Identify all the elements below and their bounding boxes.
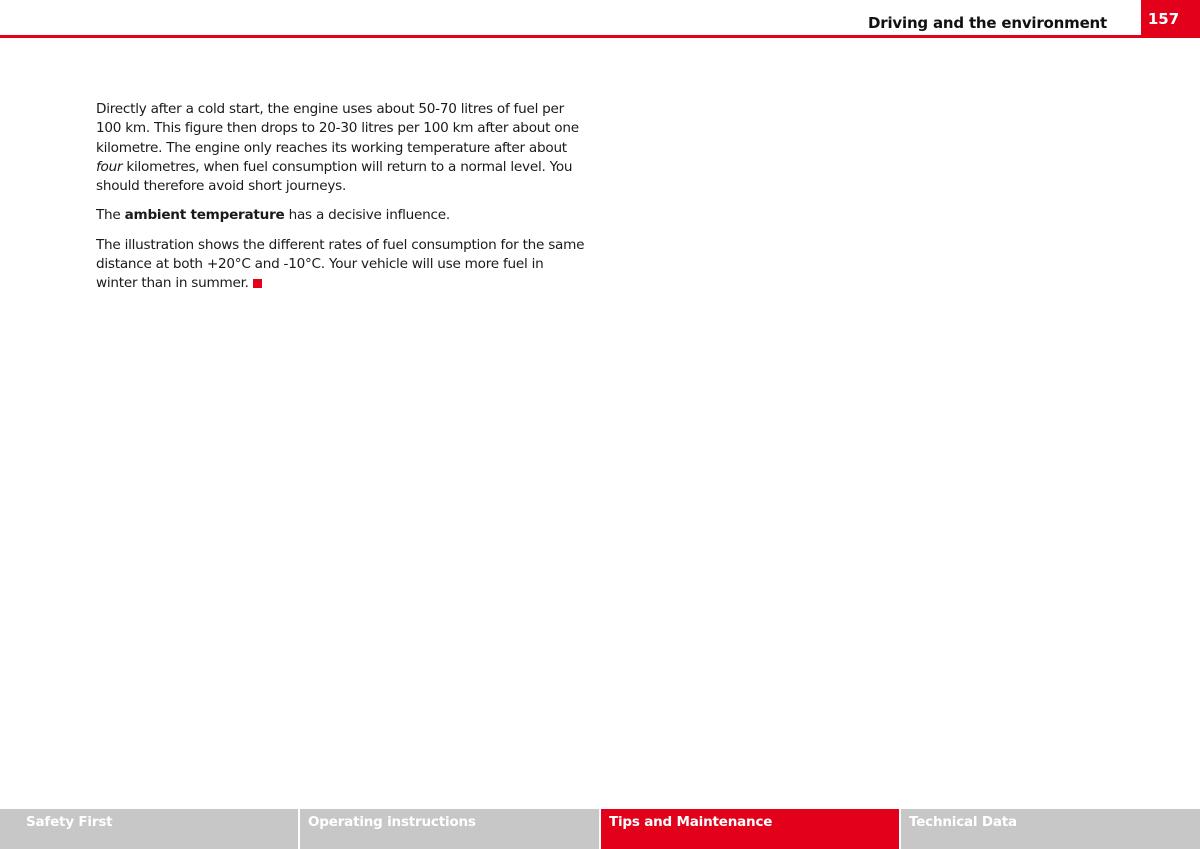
end-of-section-marker	[253, 279, 262, 288]
section-title: Driving and the environment	[868, 14, 1107, 32]
page-number-badge	[1141, 0, 1200, 38]
header-divider	[0, 35, 1141, 38]
paragraph-illustration-text: The illustration shows the different rates of fuel consumption for the same distance at both +20°C and -10°C. Your vehicle will use more fuel in winter than in summer.	[96, 236, 585, 292]
bold-ambient-temperature: ambient temperature	[124, 207, 285, 224]
paragraph-cold-start	[96, 100, 586, 196]
footer-navigation	[0, 809, 1200, 849]
paragraph-illustration	[96, 236, 586, 294]
paragraph-ambient-temperature	[96, 206, 586, 225]
tab-operating-instructions[interactable]: Operating instructions	[300, 809, 599, 849]
body-text	[96, 100, 586, 304]
tab-safety-first[interactable]: Safety First	[0, 809, 298, 849]
paragraph-cold-start-text-b: kilometres, when fuel consumption will return to a normal level. You should therefore avoid short journeys.	[96, 158, 573, 195]
page-number: 157	[1147, 10, 1180, 28]
paragraph-ambient-text-b: has a decisive influence.	[284, 207, 450, 224]
tab-tips-and-maintenance[interactable]: Tips and Maintenance	[601, 809, 899, 849]
tab-technical-data[interactable]: Technical Data	[901, 809, 1200, 849]
emphasis-four: four	[96, 158, 123, 175]
paragraph-cold-start-text-a: Directly after a cold start, the engine uses about 50-70 litres of fuel per 100 km. This figure then drops to 20-30 litres per 100 km after about one kilometre. The engine only reaches its working temperature after about	[96, 101, 579, 156]
paragraph-ambient-text-a: The	[96, 207, 125, 224]
